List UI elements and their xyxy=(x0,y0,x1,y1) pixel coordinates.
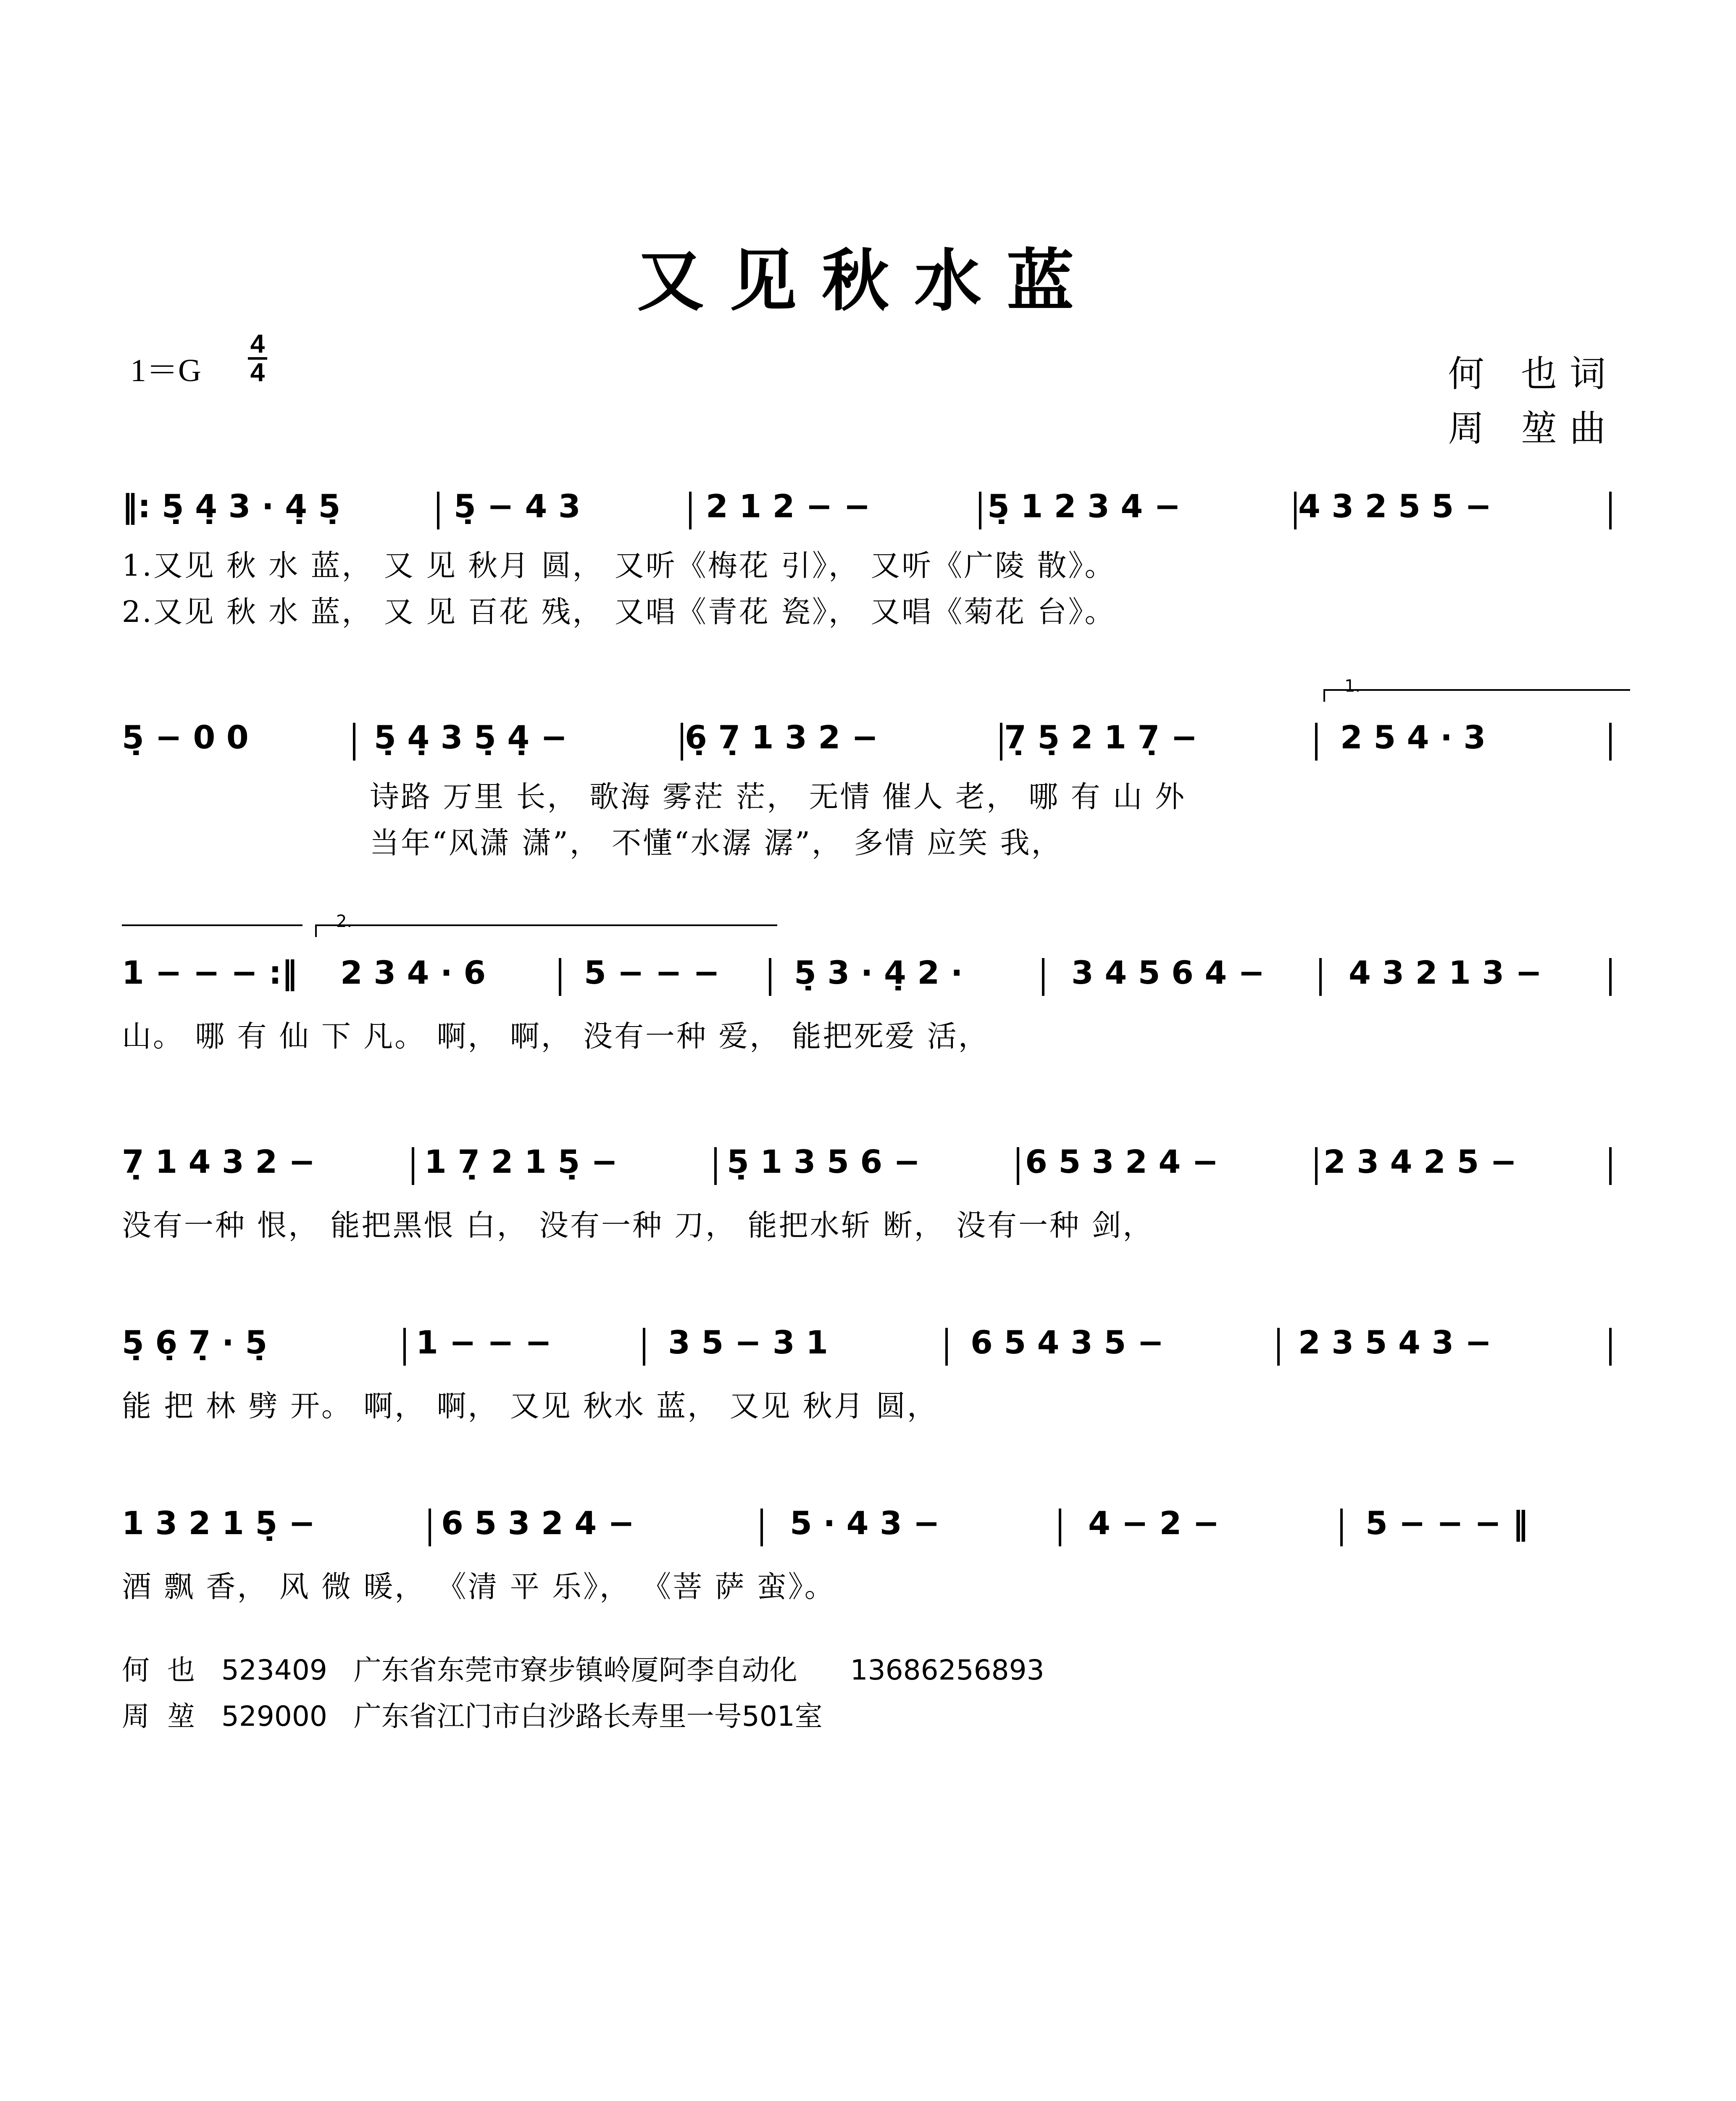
notes-row xyxy=(122,1315,1618,1370)
measure: ‖: 5̣ 4̣ 3 · 4̣ 5̣ xyxy=(122,487,341,525)
time-signature-top: 4 xyxy=(250,329,265,358)
lyrics-verse-2: 2.又见 秋 水 蓝， 又 见 百花 残， 又唱《青花 瓷》， 又唱《菊花 台》。 xyxy=(122,595,1116,629)
lyrics: 没有一种 恨， 能把黑恨 白， 没有一种 刀， 能把水斩 断， 没有一种 剑， xyxy=(122,1208,1154,1243)
measure: 7̣ 5̣ 2 1 7̣ − xyxy=(1004,719,1198,756)
measure: 6̣ 7̣ 1 3 2 − xyxy=(685,719,879,756)
music-system-1 xyxy=(0,479,1736,639)
measure: 2 5 4 · 3 xyxy=(1340,719,1486,756)
page-title: 又见秋水蓝 xyxy=(637,241,1099,320)
measure: 4 3 2 5 5 − xyxy=(1298,487,1492,525)
measure: 5̣ 1 3 5 6 − xyxy=(727,1143,921,1180)
measure: 7̣ 1 4 3 2 − xyxy=(122,1143,316,1180)
measure: 3 5 − 3 1 xyxy=(668,1324,829,1361)
measure: 5 − − − xyxy=(584,954,720,991)
measure: 2 3 5 4 3 − xyxy=(1298,1324,1492,1361)
measure: 5 − − − ‖ xyxy=(1365,1504,1528,1542)
lyrics-verse-2: 当年“风潇 潇”， 不懂“水潺 潺”， 多情 应笑 我， xyxy=(370,826,1063,860)
measure: 2 3 4 2 5 − xyxy=(1323,1143,1517,1180)
measure: 4 3 2 1 3 − xyxy=(1349,954,1542,991)
key-signature: 1＝G xyxy=(130,353,201,388)
measure: 6 5 3 2 4 − xyxy=(441,1504,635,1542)
notes-row xyxy=(122,1496,1618,1551)
measure: 3 4 5 6 4 − xyxy=(1071,954,1265,991)
contact-info xyxy=(122,1647,1044,1740)
measure: 1 − − − xyxy=(416,1324,552,1361)
measure: 6 5 3 2 4 − xyxy=(1025,1143,1219,1180)
time-signature-bottom: 4 xyxy=(250,358,265,387)
notes-row xyxy=(122,479,1618,534)
music-system-2 xyxy=(0,677,1736,891)
composer: 周 堃曲 xyxy=(1448,408,1618,450)
contact-lyricist: 何 也 523409 广东省东莞市寮步镇岭厦阿李自动化 13686256893 xyxy=(122,1654,1044,1686)
measure: 1 − − − :‖ xyxy=(122,954,298,991)
notes-row xyxy=(122,945,1618,1000)
lyrics: 酒 飘 香， 风 微 暖， 《清 平 乐》， 《菩 萨 蛮》。 xyxy=(122,1569,836,1604)
measure: 1 7̣ 2 1 5̣ − xyxy=(424,1143,618,1180)
music-system-5 xyxy=(0,1315,1736,1441)
measure: 5̣ 6̣ 7̣ · 5̣ xyxy=(122,1324,268,1361)
measure: 5̣ − 4 3 xyxy=(454,487,581,525)
measure: 5̣ 3 · 4̣ 2 · xyxy=(794,954,963,991)
contact-composer: 周 堃 529000 广东省江门市白沙路长寿里一号501室 xyxy=(122,1700,823,1732)
measure: 5̣ 1 2 3 4 − xyxy=(987,487,1181,525)
volta-second: 2. xyxy=(336,912,352,931)
measure: 5̣ 4̣ 3 5̣ 4̣ − xyxy=(374,719,568,756)
lyrics-verse-1: 1.又见 秋 水 蓝， 又 见 秋月 圆， 又听《梅花 引》， 又听《广陵 散》。 xyxy=(122,548,1116,583)
lyrics-verse-1: 诗路 万里 长， 歌海 雾茫 茫， 无情 催人 老， 哪 有 山 外 xyxy=(370,779,1186,814)
volta-first: 1. xyxy=(1344,677,1361,696)
music-system-6 xyxy=(0,1496,1736,1622)
music-system-3 xyxy=(0,912,1736,1084)
lyrics: 能 把 林 劈 开。 啊， 啊， 又见 秋水 蓝， 又见 秋月 圆， xyxy=(122,1389,939,1423)
notes-row xyxy=(122,1135,1618,1189)
notes-row xyxy=(122,710,1618,765)
measure: 4 − 2 − xyxy=(1088,1504,1220,1542)
measure: 5̣ − 0 0 xyxy=(122,719,249,756)
measure: 6 5 4 3 5 − xyxy=(971,1324,1164,1361)
time-signature xyxy=(248,329,267,387)
measure: 2 3 4 · 6 xyxy=(340,954,486,991)
measure: 1 3 2 1 5̣ − xyxy=(122,1504,316,1542)
lyricist: 何 也词 xyxy=(1448,353,1618,395)
measure: 2 1 2 − − xyxy=(706,487,871,525)
measure: 5 · 4 3 − xyxy=(790,1504,940,1542)
music-system-4 xyxy=(0,1135,1736,1261)
lyrics: 山。 哪 有 仙 下 凡。 啊， 啊， 没有一种 爱， 能把死爱 活， xyxy=(122,1019,989,1053)
